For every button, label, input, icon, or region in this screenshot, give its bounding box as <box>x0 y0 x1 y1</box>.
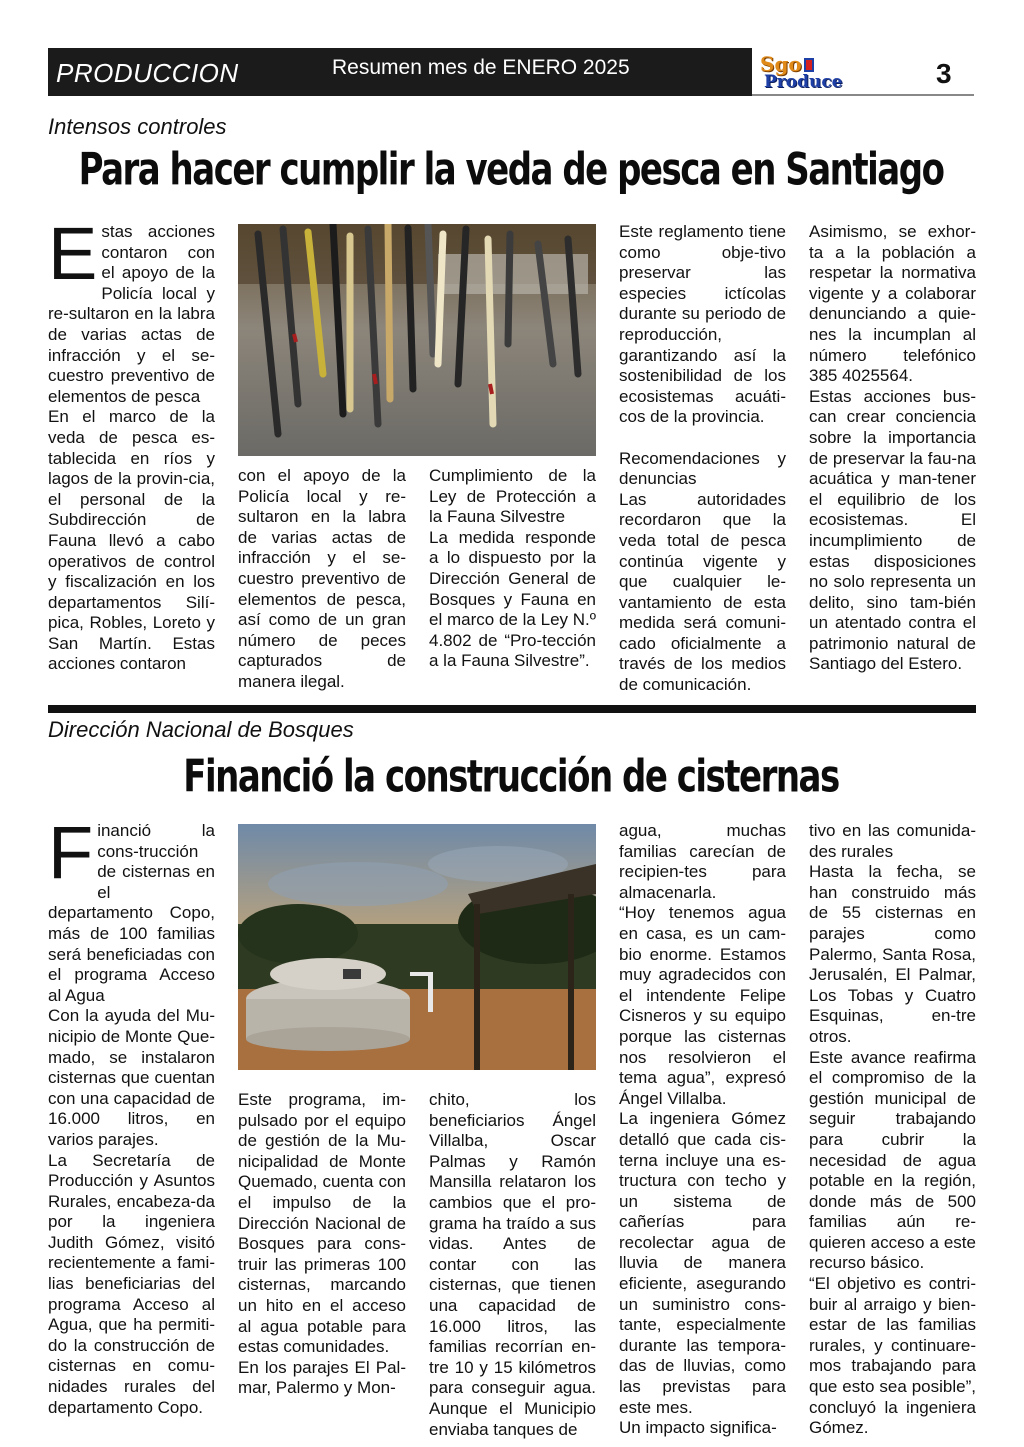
article1-col1-p2: En el marco de la veda de pesca es-tablecida en ríos y lagos de la provin-cia, el personal de la Subdirección de Fauna llevó a cabo operativos de control y fiscalización en los departamentos Silí-pica, Robles, Loreto y San Martín. Estas acciones contaron <box>48 407 215 674</box>
article1-col2-p1: con el apoyo de la Policía local y re-sultaron en la labra de varias actas de infracción y el se-cuestro preventivo de elementos de pesca, así como de un gran número de peces capturados de manera ilegal. <box>238 466 406 691</box>
article1-col4 <box>619 222 786 696</box>
cistern-photo <box>238 824 596 1070</box>
article2-col2-p2: En los parajes El Pal-mar, Palermo y Mon- <box>238 1357 406 1398</box>
page-number: 3 <box>936 58 952 89</box>
article1-col4-p1: Este reglamento tiene como obje-tivo preservar las especies ictícolas durante su periodo de reproducción, garantizando así la sostenibilidad de los ecosistemas acuáti-cos de la provincia. <box>619 222 786 427</box>
article2-col4-p2: “Hoy tenemos agua en casa, es un cam-bio enorme. Estamos muy agradecidos con el intendente Felipe Cisneros y su equipo porque las cisternas nos resolvieron el tema agua”, expresó Ángel Villalba. <box>619 903 786 1108</box>
article2-col5 <box>809 821 976 1439</box>
sgo-produce-logo <box>758 52 908 92</box>
article1-headline: Para hacer cumplir la veda de pesca en Santiago <box>78 144 944 196</box>
article2-col1 <box>48 811 215 1418</box>
article1-col3 <box>429 466 596 672</box>
article2-col2 <box>238 1090 406 1399</box>
article2-col1-p3: La Secretaría de Producción y Asuntos Rurales, encabeza-da por la ingeniera Judith Gómez, visitó recientemente a fami-lias beneficiarias del programa Acceso al Agua, que ha permiti-do la construcción de cisternas en comu-nidades rurales del departamento Copo. <box>48 1150 215 1417</box>
article1-col4-p2: Las autoridades recordaron que la veda total de pesca continúa vigente y que cualquier le-vantamiento de esta medida será comuni-cado oficialmente a través de los medios de comunicación. <box>619 489 786 695</box>
logo-text-top: Sgo <box>760 52 814 76</box>
article2-col5-p3: Este avance reafirma el compromiso de la gestión municipal de seguir trabajando para cubrir la necesidad de agua potable en la región, donde más de 500 familias aún re-quieren acceso a este recurso básico. <box>809 1047 976 1273</box>
article2-col4-p1: agua, muchas familias carecían de recipien-tes para almacenarla. <box>619 821 786 902</box>
article2-col1-p2: Con la ayuda del Mu-nicipio de Monte Que-mado, se instalaron cisternas que cuentan con una capacidad de 16.000 litros, en varios parajes. <box>48 1006 215 1149</box>
article2-col3-p1: chito, los beneficiarios Ángel Villalba, Oscar Palmas y Ramón Mansilla relataron los cambios que el pro-grama ha traído a sus vidas. Antes de contar con las cisternas, que tienen una capacidad de 16.000 litros, las familias recorrían en-tre 10 y 15 kilómetros para conseguir agua. Aunque el Municipio enviaba tanques de <box>429 1090 596 1439</box>
article2-headline: Financió la construcción de cisternas <box>183 751 839 803</box>
article1-col3-subhead: Cumplimiento de la Ley de Protección a la Fauna Silvestre <box>429 466 596 527</box>
article2-col2-p1: Este programa, im-pulsado por el equipo de gestión de la Mu-nicipalidad de Monte Quemado, cuenta con el impulso de la Dirección Nacional de Bosques para cons-truir las primeras 100 cisternas, marcando un hito en el acceso al agua potable para estas comunidades. <box>238 1090 406 1357</box>
article2-col5-p1: tivo en las comunida-des rurales <box>809 821 976 861</box>
article2-dropcap: F <box>48 811 94 894</box>
section-title: PRODUCCION <box>56 58 239 88</box>
section-divider <box>48 705 976 713</box>
article2-col4 <box>619 821 786 1439</box>
article1-col2 <box>238 466 406 693</box>
article2-col5-p2: Hasta la fecha, se han construido más de 55 cisternas en parajes como Palermo, Santa Rosa, Jerusalén, El Palmar, Los Tobas y Cuatro Esquinas, en-tre otros. <box>809 862 976 1046</box>
fishing-rods-photo <box>238 224 596 456</box>
page-header <box>48 48 974 96</box>
logo-text-bottom: Produce <box>764 72 843 92</box>
article2-col3 <box>429 1090 596 1440</box>
article2-col5-p4: “El objetivo es contri-buir al arraigo y bien-estar de las familias rurales, y continuare-mos trabajando para que esto sea posible”, concluyó la ingeniera Gómez. <box>809 1274 976 1438</box>
article1-col5 <box>809 222 976 675</box>
article1-col1-p1: stas acciones contaron con el apoyo de la Policía local y re-sultaron en la labra de varias actas de infracción y el se-cuestro preventivo de elementos de pesca <box>48 222 215 406</box>
article1-col4-subhead: Recomendaciones y denuncias <box>619 448 786 489</box>
article1-col4-spacer <box>619 428 786 449</box>
article1-col1 <box>48 212 215 675</box>
article2-col4-p3: La ingeniera Gómez detalló que cada cis-terna incluye una es-tructura con techo y un sistema de cañerías para recolectar agua de lluvia de manera eficiente, asegurando un suministro cons-tante, especialmente durante las tempora-das de lluvias, como las previstas para este mes. <box>619 1109 786 1417</box>
issue-summary: Resumen mes de ENERO 2025 <box>332 56 630 79</box>
article1-col3-p1: La medida responde a lo dispuesto por la Dirección General de Bosques y Fauna en el marco de la Ley N.º 4.802 de “Pro-tección a la Fauna Silvestre”. <box>429 527 596 671</box>
article2-col1-p1: inanció la cons-trucción de cisternas en el departamento Copo, más de 100 familias será beneficiadas con el programa Acceso al Agua <box>48 821 215 1005</box>
article1-dropcap: E <box>48 212 98 295</box>
article2-col4-p4: Un impacto significa- <box>619 1418 777 1438</box>
article2-kicker: Dirección Nacional de Bosques <box>48 717 354 742</box>
article1-col5-p1: Asimismo, se exhor-ta a la población a respetar la normativa vigente y a colaborar denunciando a quie-nes la incumplan al número telefónico 385 4025564. <box>809 222 976 386</box>
article1-kicker: Intensos controles <box>48 114 227 139</box>
article1-col5-p2: Estas acciones bus-can crear conciencia sobre la importancia de preservar la fau-na acuática y man-tener el equilibrio de los ecosistemas. El incumplimiento de estas disposiciones no solo representa un delito, sino tam-bién un atentado contra el patrimonio natural de Santiago del Estero. <box>809 386 976 674</box>
header-rule <box>752 94 974 96</box>
